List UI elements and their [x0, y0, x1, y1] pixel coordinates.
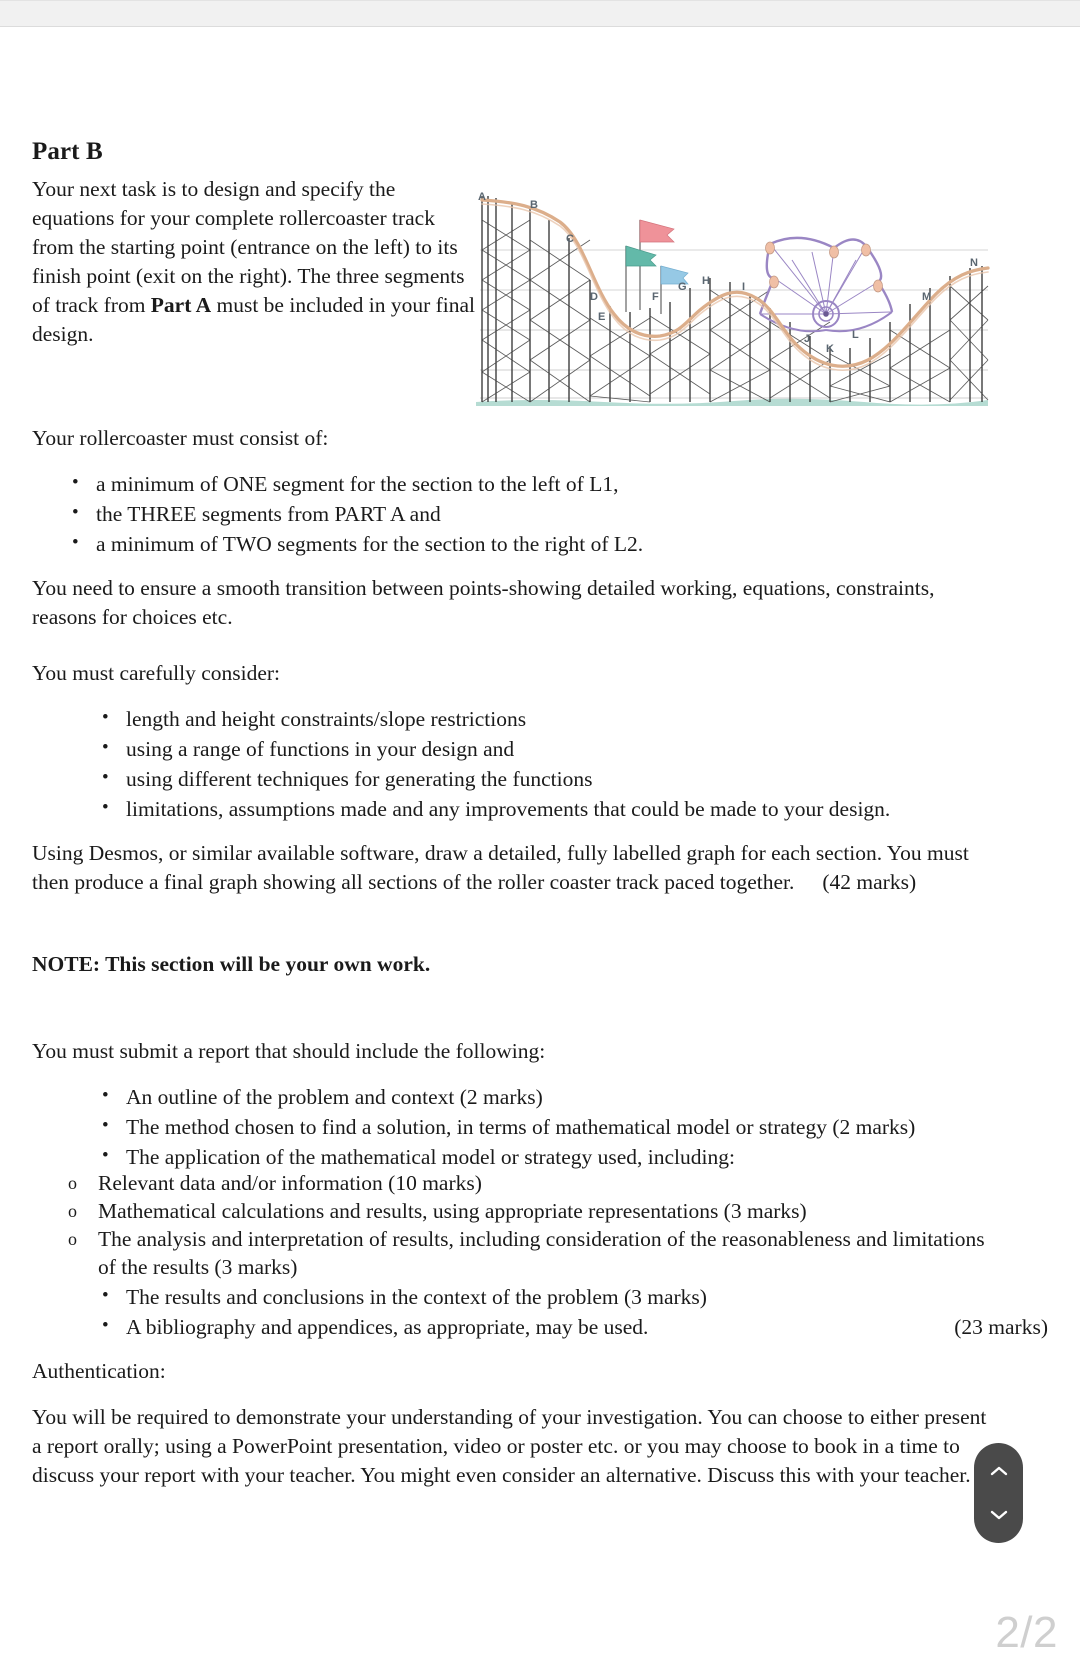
document-page [0, 28, 1080, 1678]
chevron-up-icon[interactable] [988, 1460, 1010, 1482]
list-item: • using different techniques for generating the functions [92, 765, 990, 793]
list-item: • a minimum of TWO segments for the section to the right of L2. [62, 530, 990, 558]
document-body [0, 28, 1080, 1507]
desmos-text: Using Desmos, or similar available software, draw a detailed, fully labelled graph for each section. You must then produce a final graph showing all sections of the roller coaster track paced together. [32, 841, 969, 894]
intro-text-pre: Your next task is to design and specify the equations for your complete rollercoaster track from the starting point (entrance on the left) to its finish point (exit on the right). The three segments of track from [32, 177, 465, 317]
list-item: • The method chosen to find a solution, in terms of mathematical model or strategy (2 marks) [92, 1113, 990, 1141]
figure-label-E: E [598, 311, 606, 323]
bibliography-text: A bibliography and appendices, as appropriate, may be used. [126, 1315, 649, 1339]
page-title: Part B [32, 138, 103, 165]
report-list [92, 1083, 990, 1171]
figure-label-C: C [566, 233, 574, 245]
list-item: • The results and conclusions in the context of the problem (3 marks) [92, 1283, 990, 1311]
consist-list [62, 470, 990, 558]
consider-list [92, 705, 990, 823]
figure-label-F: F [652, 291, 659, 303]
figure-label-L: L [852, 329, 859, 341]
list-item: • length and height constraints/slope restrictions [92, 705, 990, 733]
sub-list-item: o Relevant data and/or information (10 marks) [60, 1169, 990, 1197]
note-statement: NOTE: This section will be your own work. [32, 952, 431, 976]
figure-label-B: B [530, 199, 538, 211]
figure-label-G: G [678, 281, 687, 293]
sub-list-item: o Mathematical calculations and results, using appropriate representations (3 marks) [60, 1197, 990, 1225]
figure-label-K: K [826, 343, 834, 355]
page-nav-control[interactable] [974, 1443, 1023, 1543]
figure-label-A: A [478, 191, 486, 203]
intro-text-bold: Part A [150, 293, 212, 317]
figure-label-N: N [970, 257, 978, 269]
authentication-paragraph: You will be required to demonstrate your understanding of your investigation. You can choose to either present a report orally; using a PowerPoint presentation, video or poster etc. or you may choose to book in a time to discuss your report with your teacher. You might even consider an alternative. Discuss this with your teacher. [32, 1405, 987, 1487]
list-item: • the THREE segments from PART A and [62, 500, 990, 528]
consist-lead: Your rollercoaster must consist of: [32, 426, 329, 450]
page-indicator: 2/2 [995, 1608, 1058, 1657]
list-item: • using a range of functions in your design and [92, 735, 990, 763]
intro-text-post: must be included in your final design. [32, 293, 476, 346]
sub-list-item: o The analysis and interpretation of results, including consideration of the reasonableness and limitations of the results (3 marks) [60, 1225, 990, 1281]
figure-label-H: H [702, 275, 710, 287]
list-item [92, 1313, 1048, 1341]
report-marks: (23 marks) [954, 1315, 1048, 1339]
list-item: • a minimum of ONE segment for the section to the left of L1, [62, 470, 990, 498]
desmos-paragraph [32, 839, 992, 897]
browser-top-bar [0, 0, 1080, 27]
figure-label-D: D [590, 291, 598, 303]
report-sublist [32, 1169, 990, 1281]
report-lead: You must submit a report that should include the following: [32, 1039, 546, 1063]
figure-label-I: I [742, 281, 746, 293]
figure-label-J: J [804, 333, 811, 345]
authentication-label: Authentication: [32, 1359, 166, 1383]
figure-label-M: M [922, 291, 932, 303]
smooth-transition-paragraph: You need to ensure a smooth transition between points-showing detailed working, equations, constraints, reasons for choices etc. [32, 576, 935, 629]
list-item: • limitations, assumptions made and any improvements that could be made to your design. [92, 795, 990, 823]
report-list-tail [92, 1283, 1048, 1341]
consider-lead: You must carefully consider: [32, 661, 281, 685]
intro-paragraph [32, 175, 482, 349]
chevron-down-icon[interactable] [988, 1504, 1010, 1526]
list-item: • An outline of the problem and context (2 marks) [92, 1083, 990, 1111]
list-item: • The application of the mathematical model or strategy used, including: [92, 1143, 990, 1171]
desmos-marks: (42 marks) [822, 870, 917, 894]
